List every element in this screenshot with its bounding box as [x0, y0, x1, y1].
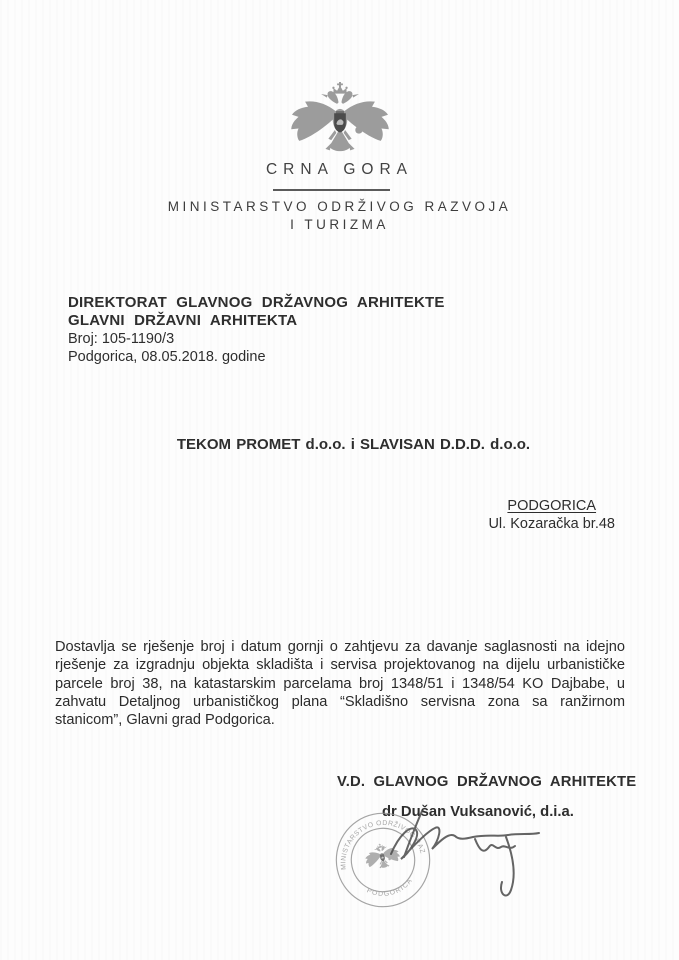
- coat-of-arms: [284, 82, 396, 162]
- body-paragraph: Dostavlja se rješenje broj i datum gornji o zahtjevu za davanje saglasnosti na idejno rješenje za izgradnju objekta skladišta i servisa projektovanog na dijelu urbanističke parcele broj 38, na katastarskim parcelama broj 1348/51 i 1348/54 KO Dajbabe, u zahvatu Detaljnog urbanističkog plana “Skladišno servisna zona sa ranžirnom stanicom”, Glavni grad Podgorica.: [55, 639, 625, 729]
- sender-directorate: DIREKTORAT GLAVNOG DRŽAVNOG ARHITEKTE: [68, 294, 445, 311]
- recipient-address-block: [488, 497, 615, 533]
- stamp-bottom-text: PODGORICA: [365, 876, 415, 898]
- recipient-city: PODGORICA: [507, 498, 597, 514]
- header-divider: [273, 189, 390, 191]
- signer-title: V.D. GLAVNOG DRŽAVNOG ARHITEKTE: [337, 774, 637, 790]
- stamp-ring-text: MINISTARSTVO ODRŽIVOG RAZVOJA: [319, 815, 426, 871]
- sender-block: [68, 294, 445, 366]
- place-and-date: Podgorica, 08.05.2018. godine: [68, 349, 266, 365]
- country-name: CRNA GORA: [265, 161, 413, 178]
- document-number: Broj: 105-1190/3: [68, 331, 175, 347]
- ministry-name-line1: MINISTARSTVO ODRŽIVOG RAZVOJA: [167, 199, 512, 214]
- recipient-name: TEKOM PROMET d.o.o. i SLAVISAN D.D.D. d.o.o.: [176, 436, 531, 453]
- signer-name: dr Dušan Vuksanović, d.i.a.: [382, 804, 574, 820]
- montenegro-coat-of-arms-icon: [284, 82, 396, 162]
- recipient-street: Ul. Kozaračka br.48: [488, 516, 615, 532]
- sender-office: GLAVNI DRŽAVNI ARHITEKTA: [68, 312, 298, 329]
- ministry-name-line2: I TURIZMA: [290, 217, 389, 232]
- handwritten-signature: [378, 797, 576, 915]
